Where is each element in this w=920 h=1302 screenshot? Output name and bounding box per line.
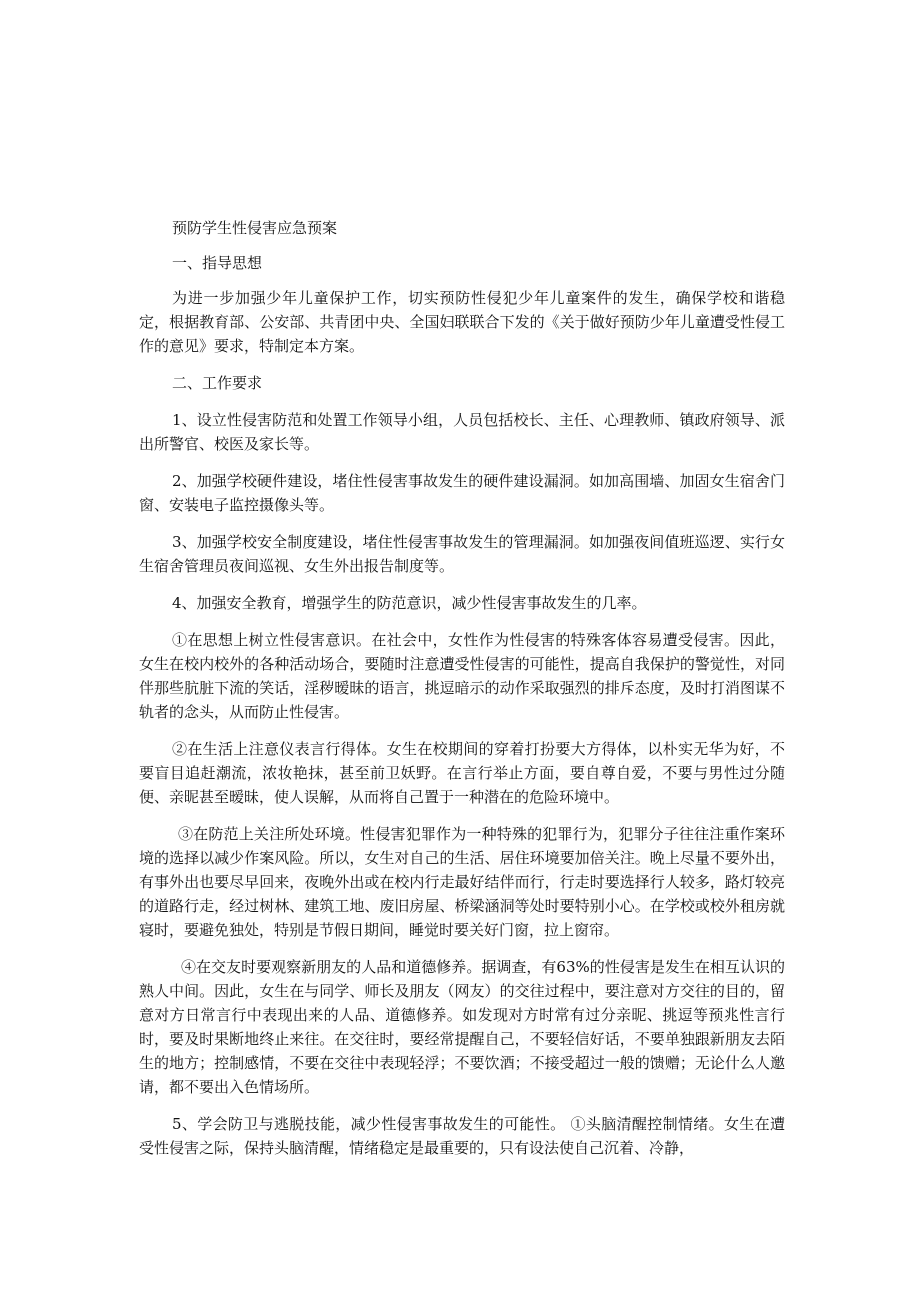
document-title: 预防学生性侵害应急预案 (172, 219, 338, 237)
safety-education-subitem: ③在防范上关注所处环境。性侵害犯罪作为一种特殊的犯罪行为，犯罪分子往往注重作案环境的选择以减少作案风险。所以，女生对自己的生活、居住环境要加倍关注。晚上尽量不要外出，有事外出也要尽早回来，夜晚外出或在校内行走最好结伴而行，行走时要选择行人较多，路灯较亮的道路行走，经过树林、建筑工地、废旧房屋、桥梁涵洞等处时要特别小心。在学校或校外租房就寝时，要避免独处，特别是节假日期间，睡觉时要关好门窗，拉上窗帘。 (139, 825, 785, 939)
guiding-ideas-paragraph: 为进一步加强少年儿童保护工作，切实预防性侵犯少年儿童案件的发生，确保学校和谐稳定，根据教育部、公安部、共青团中央、全国妇联联合下发的《关于做好预防少年儿童遭受性侵工作的意见》要求，特制定本方案。 (139, 289, 785, 355)
document-body (139, 216, 785, 1160)
requirement-item: 3、加强学校安全制度建设，堵住性侵害事故发生的管理漏洞。如加强夜间值班巡逻、实行女生宿舍管理员夜间巡视、女生外出报告制度等。 (139, 533, 785, 575)
safety-education-subitem: ①在思想上树立性侵害意识。在社会中，女性作为性侵害的特殊客体容易遭受侵害。因此，女生在校内校外的各种活动场合，要随时注意遭受性侵害的可能性，提高自我保护的警觉性，对同伴那些肮脏下流的笑话，淫秽暧昧的语言，挑逗暗示的动作采取强烈的排斥态度，及时打消图谋不轨者的念头，从而防止性侵害。 (139, 631, 785, 721)
requirement-item-5: 5、学会防卫与逃脱技能，减少性侵害事故发生的可能性。 ①头脑清醒控制情绪。女生在遭受性侵害之际，保持头脑清醒，情绪稳定是最重要的，只有设法使自己沉着、冷静， (139, 1115, 785, 1157)
section-heading-work-requirements: 二、工作要求 (172, 374, 263, 392)
requirement-item: 1、设立性侵害防范和处置工作领导小组，人员包括校长、主任、心理教师、镇政府领导、派出所警官、校医及家长等。 (139, 411, 785, 453)
requirement-item: 4、加强安全教育，增强学生的防范意识，减少性侵害事故发生的几率。 (172, 594, 647, 612)
requirement-item: 2、加强学校硬件建设，堵住性侵害事故发生的硬件建设漏洞。如加高围墙、加固女生宿舍门窗、安装电子监控摄像头等。 (139, 472, 785, 514)
safety-education-subitem: ④在交友时要观察新朋友的人品和道德修养。据调查，有63%的性侵害是发生在相互认识的熟人中间。因此，女生在与同学、师长及朋友（网友）的交往过程中，要注意对方交往的目的，留意对方日常言行中表现出来的人品、道德修养。如发现对方时常有过分亲昵、挑逗等预兆性言行时，要及时果断地终止来往。在交往时，要经常提醒自己，不要轻信好话，不要单独跟新朋友去陌生的地方；控制感情，不要在交往中表现轻浮；不要饮酒；不接受超过一般的馈赠；无论什么人邀请，都不要出入色情场所。 (139, 958, 785, 1096)
section-heading-guiding-ideas: 一、指导思想 (172, 254, 263, 272)
safety-education-subitem: ②在生活上注意仪表言行得体。女生在校期间的穿着打扮要大方得体，以朴实无华为好，不要盲目追赶潮流，浓妆艳抹，甚至前卫妖野。在言行举止方面，要自尊自爱，不要与男性过分随便、亲昵甚至暧昧，使人误解，从而将自己置于一种潜在的危险环境中。 (139, 740, 785, 806)
